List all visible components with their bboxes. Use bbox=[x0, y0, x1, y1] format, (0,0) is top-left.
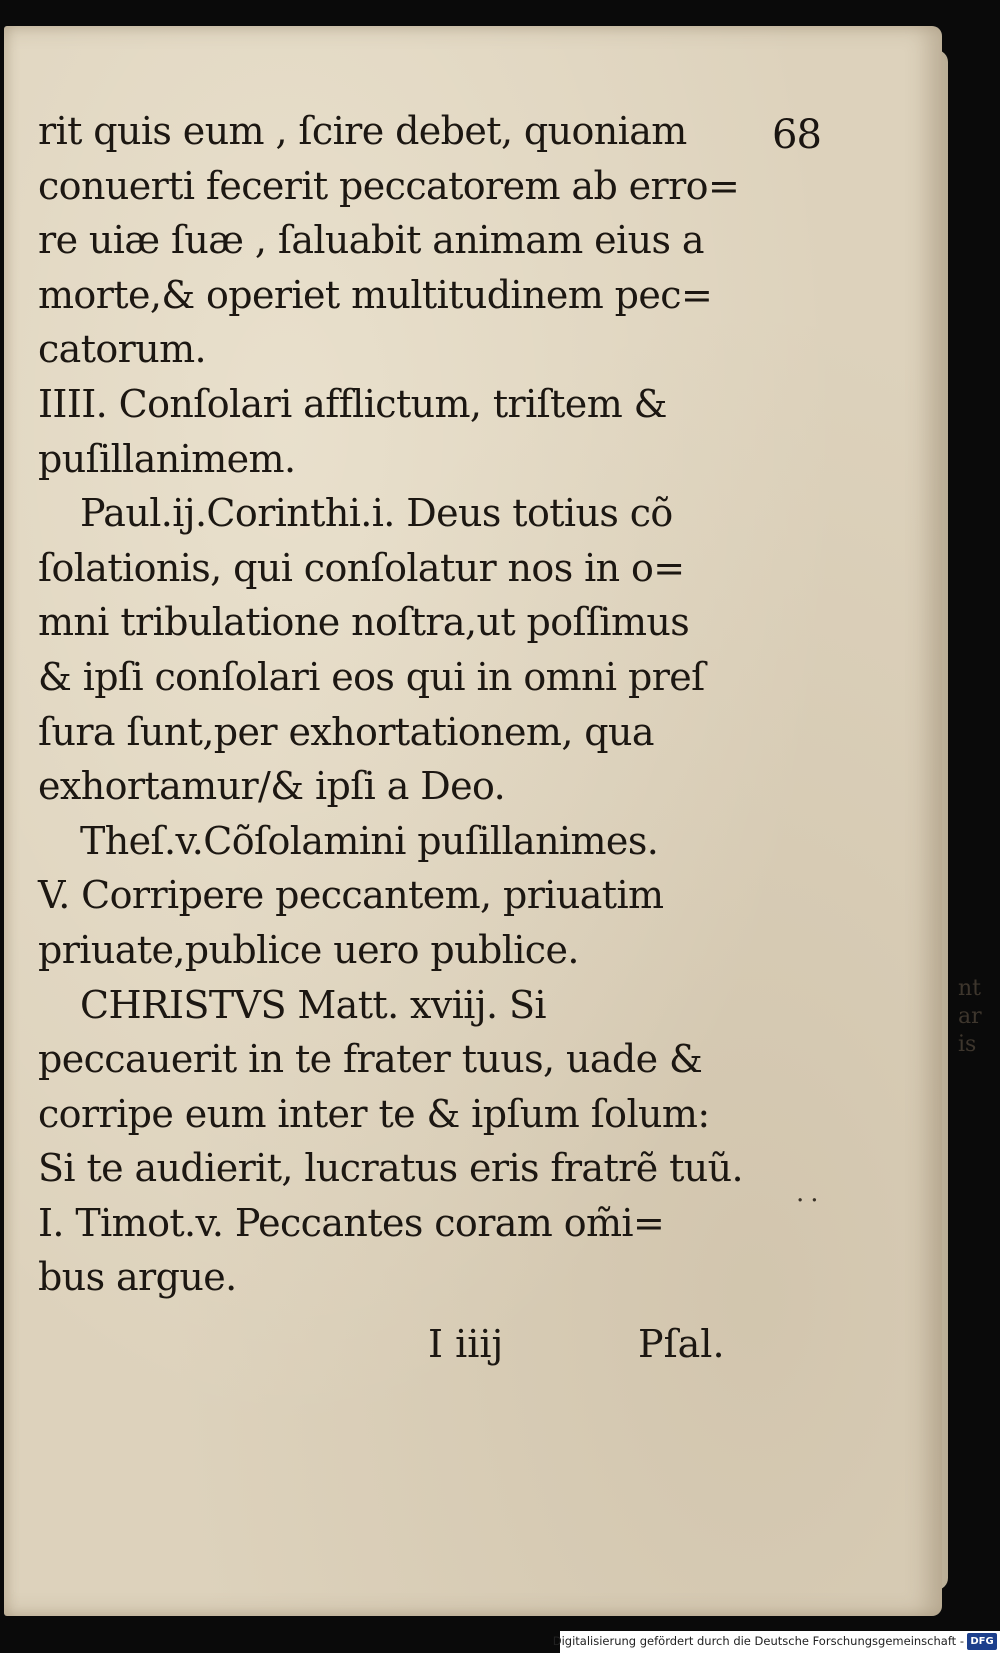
credit-text: Digitalisierung gefördert durch die Deutsche Forschungsgemeinschaft - bbox=[552, 1634, 964, 1648]
text-line: exhortamur/& ipſi a Deo. bbox=[38, 764, 506, 809]
catchword: Pſal. bbox=[638, 1322, 725, 1366]
section-heading-5: V. Corripere peccantem, priuatim bbox=[38, 873, 664, 918]
digitization-credit bbox=[552, 1631, 1000, 1653]
text-line: corripe eum inter te & ipſum ſolum: bbox=[38, 1091, 710, 1136]
text-block bbox=[38, 104, 743, 1305]
folio-number: 68 bbox=[772, 112, 821, 158]
text-line: CHRISTVS Matt. xviij. Si bbox=[80, 982, 546, 1027]
page-footer bbox=[38, 1322, 738, 1382]
text-line: morte,& operiet multitudinem pec= bbox=[38, 272, 713, 317]
text-line: ſura ſunt,per exhortationem, qua bbox=[38, 709, 654, 754]
text-line: rit quis eum , ſcire debet, quoniam bbox=[38, 109, 687, 153]
text-line: Si te audierit, lucratus eris fratrẽ tuũ. bbox=[38, 1146, 743, 1191]
text-line: priuate,publice uero publice. bbox=[38, 927, 579, 972]
bleed-through-text: nt ar is bbox=[958, 976, 982, 1057]
text-line: mni tribulatione noſtra,ut poſſimus bbox=[38, 600, 690, 645]
text-line: peccauerit in te frater tuus, uade & bbox=[38, 1037, 703, 1082]
text-line: bus argue. bbox=[38, 1255, 237, 1300]
dfg-logo-icon[interactable]: DFG bbox=[967, 1633, 997, 1650]
text-line: conuerti fecerit peccatorem ab erro= bbox=[38, 163, 740, 208]
margin-dots: .. bbox=[796, 1178, 825, 1208]
text-line: Paul.ij.Corinthi.i. Deus totius cõ bbox=[80, 491, 673, 536]
text-line: ſolationis, qui conſolatur nos in o= bbox=[38, 545, 685, 590]
text-line: & ipſi conſolari eos qui in omni preſ bbox=[38, 654, 705, 699]
text-line: puſillanimem. bbox=[38, 436, 296, 481]
text-line: I. Timot.v. Peccantes coram om̃i= bbox=[38, 1200, 665, 1245]
text-line: Theſ.v.Cõſolamini puſillanimes. bbox=[80, 818, 659, 863]
section-heading-4: IIII. Conſolari afflictum, triſtem & bbox=[38, 381, 667, 426]
text-line: re uiæ ſuæ , ſaluabit animam eius a bbox=[38, 218, 704, 263]
signature-mark: I iiij bbox=[428, 1322, 504, 1366]
text-line: catorum. bbox=[38, 327, 207, 372]
